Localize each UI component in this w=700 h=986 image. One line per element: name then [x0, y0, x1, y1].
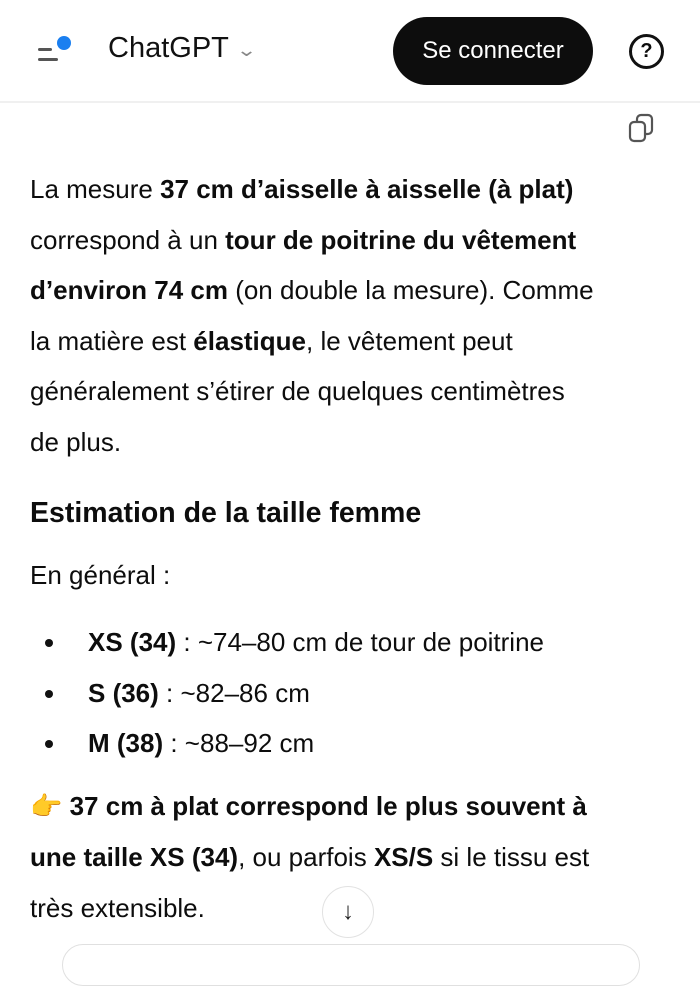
pointing-hand-icon: 👉 — [30, 791, 63, 821]
login-button[interactable]: Se connecter — [393, 17, 593, 85]
message-composer[interactable] — [62, 944, 640, 986]
chevron-down-icon: ⌄ — [235, 40, 257, 60]
general-label: En général : — [30, 560, 171, 590]
sidebar-menu-icon[interactable] — [38, 36, 74, 66]
scroll-down-button[interactable] — [322, 886, 374, 938]
app-title: ChatGPT — [108, 32, 229, 64]
list-item: M (38) : ~88–92 cm — [30, 718, 544, 769]
arrow-down-icon: ↓ — [342, 898, 354, 925]
section-heading: Estimation de la taille femme — [30, 497, 422, 529]
copy-icon[interactable] — [628, 113, 658, 143]
model-selector[interactable] — [108, 32, 257, 65]
top-bar — [0, 0, 700, 103]
intro-paragraph: La mesure 37 cm d’aisselle à aisselle (à plat) correspond à un tour de poitrine du vêtement d’environ 74 cm (on double la mesure). Comme la matière est élastique, le vêtement peut généralement s’étirer de quelques centimètres de plus. — [30, 174, 594, 457]
conclusion-paragraph: 👉 37 cm à plat correspond le plus souvent à une taille XS (34), ou parfois XS/S si le tissu est très extensible. — [30, 791, 590, 923]
help-icon[interactable]: ? — [629, 34, 664, 69]
list-item: XS (34) : ~74–80 cm de tour de poitrine — [30, 617, 544, 668]
list-item: S (36) : ~82–86 cm — [30, 668, 544, 719]
size-list — [30, 617, 544, 769]
